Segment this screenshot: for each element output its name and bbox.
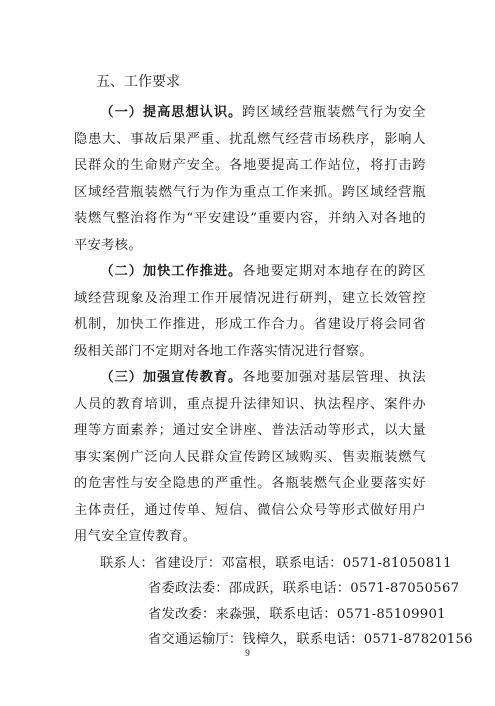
contact-list bbox=[74, 551, 473, 653]
section-heading: 五、工作要求 bbox=[96, 74, 180, 90]
paragraph-lead: （二）加快工作推进。 bbox=[100, 264, 243, 279]
document-body bbox=[74, 72, 473, 653]
paragraph-speed-up-work bbox=[74, 259, 426, 365]
page-number: 9 bbox=[245, 648, 250, 658]
contact-entry: 省发改委：来淼强，联系电话：0571-85109901 bbox=[148, 606, 446, 622]
contact-row bbox=[74, 576, 460, 602]
paragraph-publicity-education bbox=[74, 365, 426, 551]
paragraph-lead: （三）加强宣传教育。 bbox=[100, 370, 243, 385]
contact-label: 联系人： bbox=[100, 555, 154, 571]
paragraph-raise-awareness bbox=[74, 100, 426, 259]
contact-row bbox=[74, 602, 446, 628]
contact-entry: 省交通运输厅：钱樟久，联系电话：0571-87820156 bbox=[148, 632, 473, 647]
contact-entry: 省建设厅：邓富根，联系电话：0571-81050811 bbox=[153, 555, 452, 571]
paragraph-body: 各地要加强对基层管理、执法人员的教育培训，重点提升法律知识、执法程序、案件办理等方面素养；通过安全讲座、普法活动等形式，以大量事实案例广泛向人民群众宣传跨区域购买、售卖瓶装燃气的危害性与安全隐患的严重性。各瓶装燃气企业要落实好主体责任，通过传单、短信、微信公众号等形式做好用户用气安全宣传教育。 bbox=[74, 370, 426, 544]
paragraph-body: 各地要定期对本地存在的跨区域经营现象及治理工作开展情况进行研判，建立长效管控机制，加快工作推进，形成工作合力。省建设厅将会同省级相关部门不定期对各地工作落实情况进行督察。 bbox=[74, 264, 426, 359]
contact-row bbox=[74, 551, 452, 577]
paragraph-lead: （一）提高思想认识。 bbox=[100, 105, 243, 120]
paragraph-body: 跨区域经营瓶装燃气行为安全隐患大、事故后果严重、扰乱燃气经营市场秩序，影响人民群众的生命财产安全。各地要提高工作站位，将打击跨区域经营瓶装燃气行为作为重点工作来抓。跨区域经营瓶装燃气整治将作为“平安建设”重要内容，并纳入对各地的平安考核。 bbox=[74, 105, 426, 253]
contact-entry: 省委政法委：邵成跃，联系电话：0571-87050567 bbox=[148, 581, 460, 596]
